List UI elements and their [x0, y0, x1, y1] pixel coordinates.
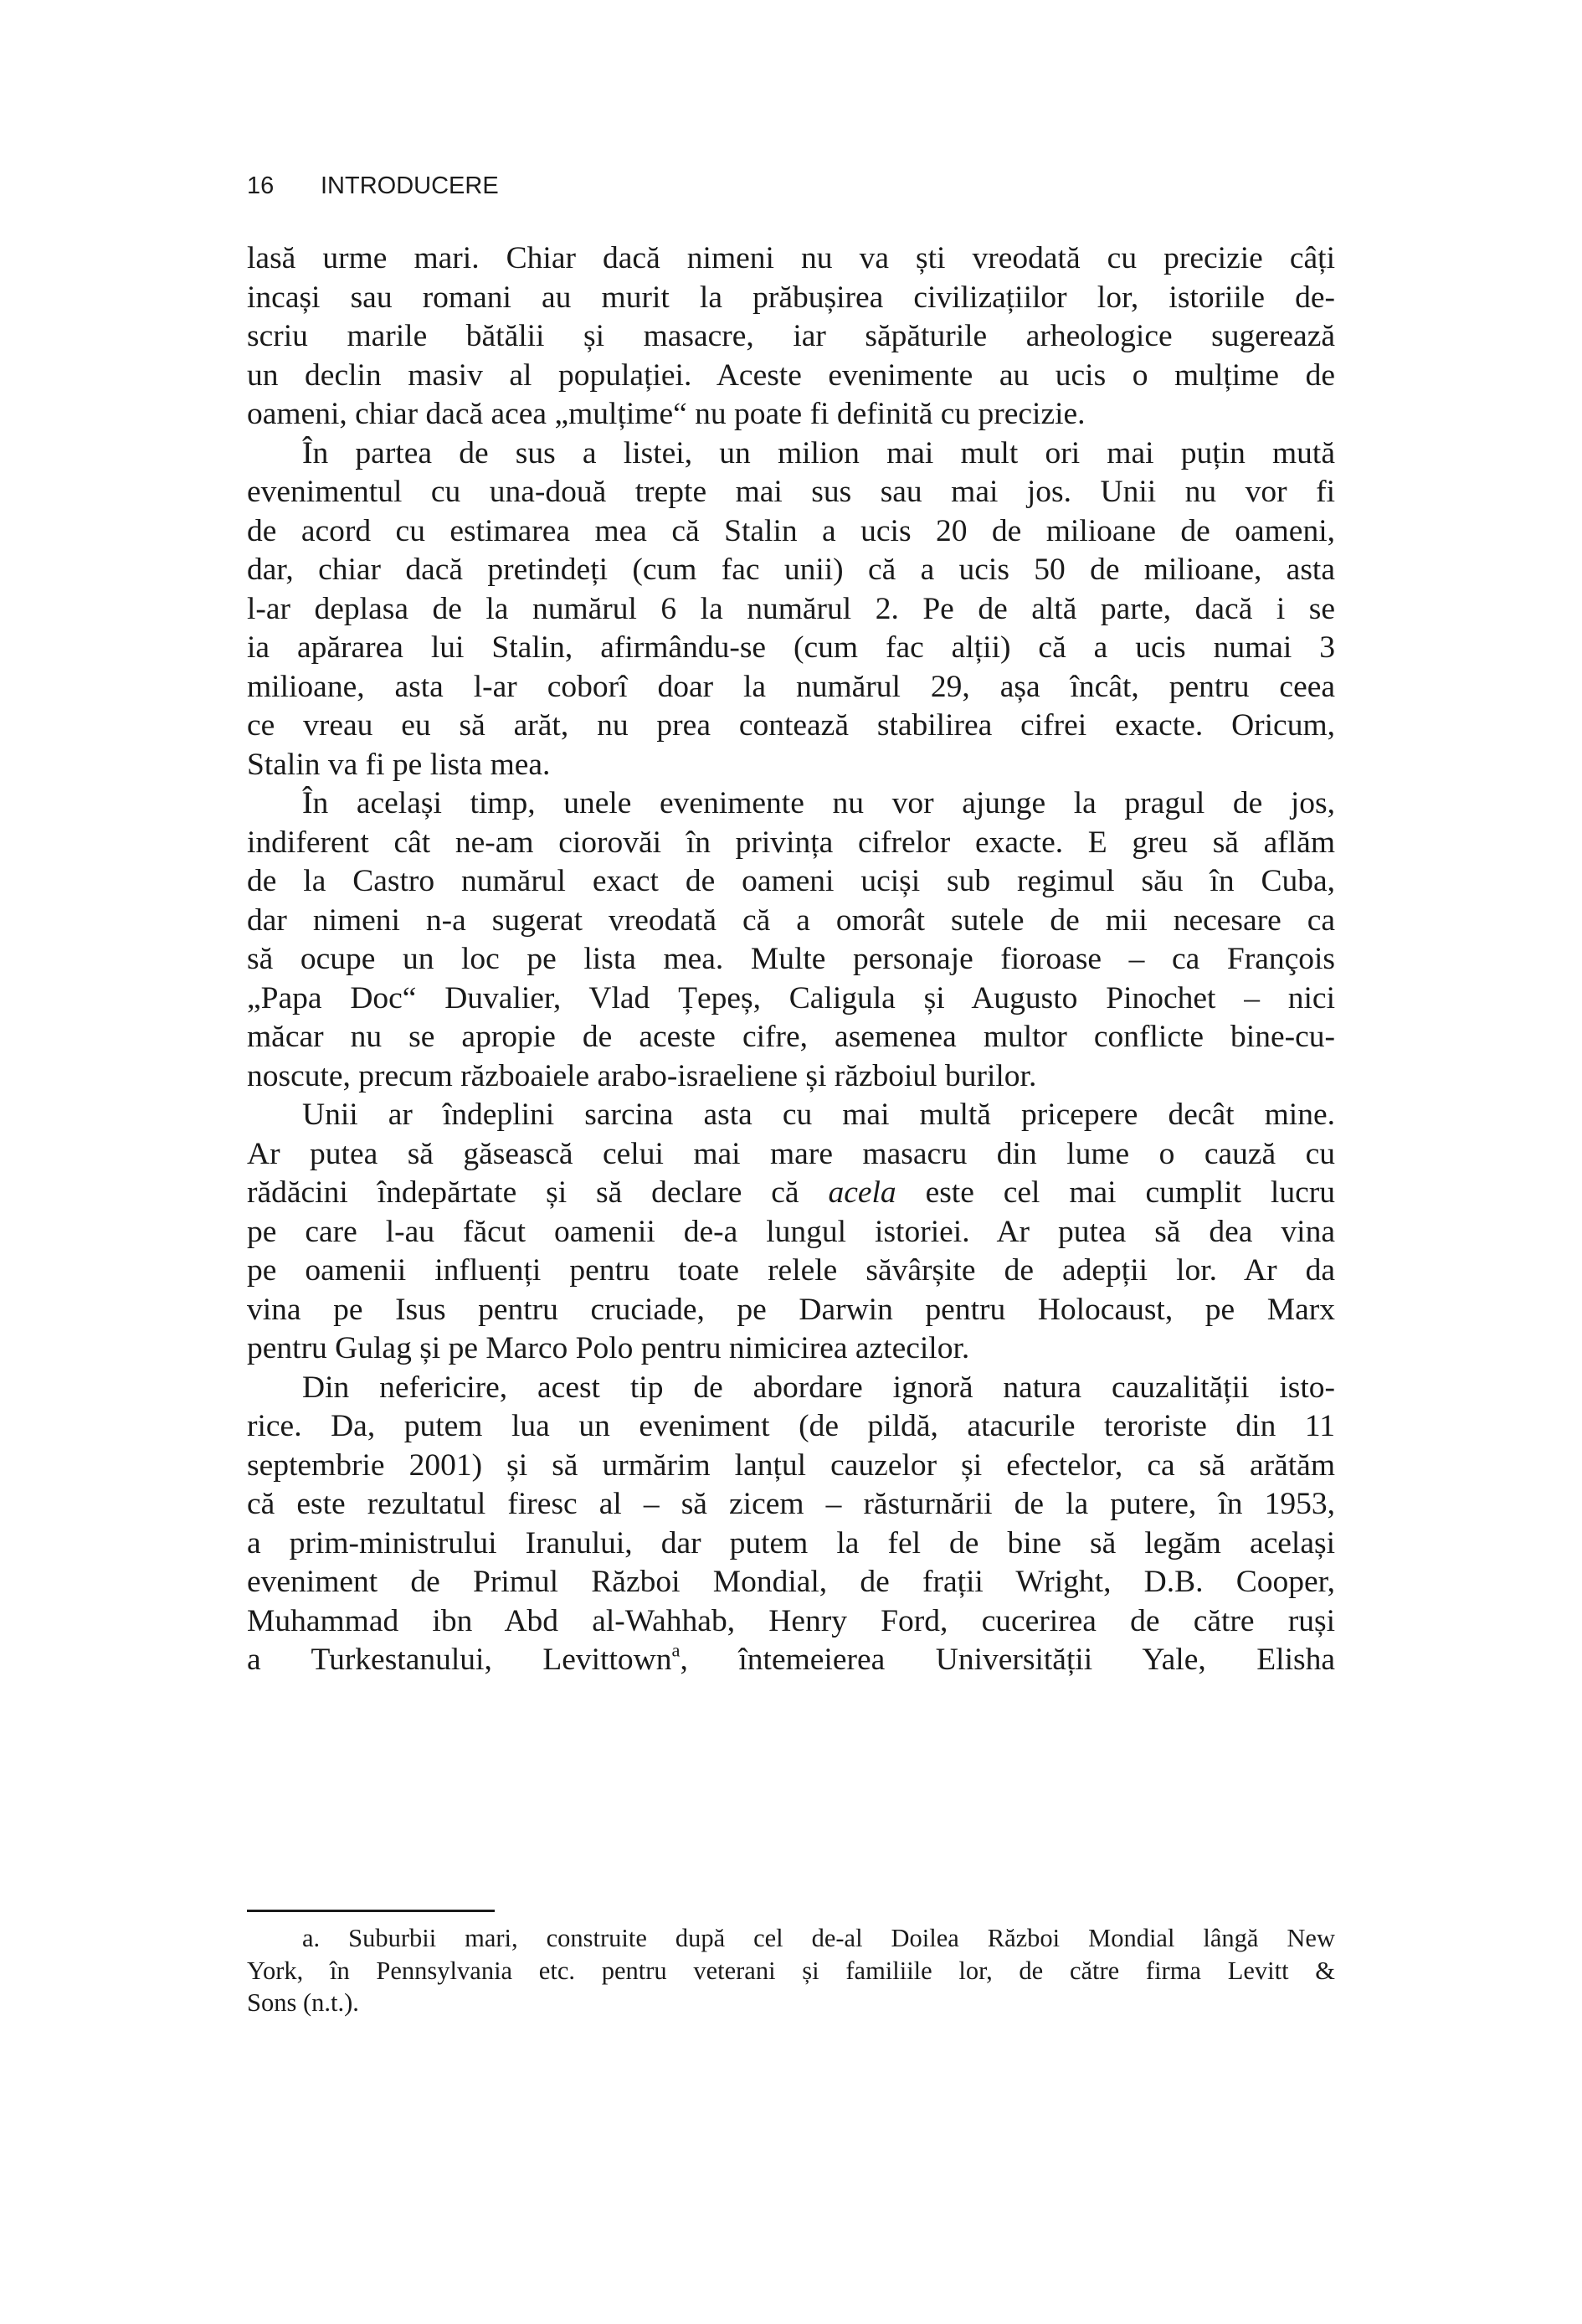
text-line: lasă urme mari. Chiar dacă nimeni nu va ști vreodată cu precizie câți: [247, 241, 1335, 275]
text-line: indiferent cât ne-am ciorovăi în privința cifrelor exacte. E greu să aflăm: [247, 825, 1335, 860]
page-number: 16: [247, 172, 275, 199]
text-line: rice. Da, putem lua un eveniment (de pildă, atacurile teroriste din 11: [247, 1409, 1335, 1443]
text-line: milioane, asta l-ar coborî doar la numărul 29, așa încât, pentru ceea: [247, 669, 1335, 704]
text-line: ce vreau eu să arăt, nu prea contează stabilirea cifrei exacte. Oricum,: [247, 708, 1335, 743]
paragraph: [247, 239, 1335, 434]
text-line: eveniment de Primul Război Mondial, de frații Wright, D.B. Cooper,: [247, 1565, 1335, 1599]
text-line: pe care l-au făcut oamenii de-a lungul istoriei. Ar putea să dea vina: [247, 1214, 1335, 1249]
text-line: a prim-ministrului Iranului, dar putem la fel de bine să legăm același: [247, 1525, 1335, 1560]
footnote-marker[interactable]: a: [671, 1639, 681, 1661]
text-line: că este rezultatul firesc al – să zicem – răsturnării de la putere, în 1953,: [247, 1487, 1335, 1521]
text-line: un declin masiv al populației. Aceste evenimente au ucis o mulțime de: [247, 357, 1335, 393]
emphasis: acela: [828, 1175, 896, 1210]
footnote-line: Sons (n.t.).: [247, 1988, 359, 2017]
text-line: vina pe Isus pentru cruciade, pe Darwin pentru Holocaust, pe Marx: [247, 1292, 1335, 1327]
footnote-line: York, în Pennsylvania etc. pentru veterani și familiile lor, de către firma Levitt &: [247, 1956, 1335, 1985]
text-line: incași sau romani au murit la prăbușirea civilizațiilor lor, istoriile de-: [247, 280, 1335, 315]
text-line: a Turkestanului, Levittown$^a$, întemeierea Universității Yale, Elisha: [247, 1639, 1335, 1677]
text-line: măcar nu se apropie de aceste cifre, asemenea multor conflicte bine-cu-: [247, 1020, 1335, 1054]
text-line: evenimentul cu una-două trepte mai sus sau mai jos. Unii nu vor fi: [247, 475, 1335, 509]
footnotes: [247, 1922, 1335, 2019]
footnote-line: a. Suburbii mari, construite după cel de-al Doilea Război Mondial lângă New: [302, 1924, 1335, 1952]
text-line: pentru Gulag și pe Marco Polo pentru nimicirea aztecilor.: [247, 1331, 970, 1365]
paragraph: [247, 1096, 1335, 1369]
section-title: INTRODUCERE: [321, 172, 499, 199]
text-line: În același timp, unele evenimente nu vor ajunge la pragul de jos,: [302, 786, 1335, 820]
text-line: scriu marile bătălii și masacre, iar săpăturile arheologice sugerează: [247, 319, 1335, 353]
text-line: „Papa Doc“ Duvalier, Vlad Țepeș, Caligula și Augusto Pinochet – nici: [247, 980, 1335, 1015]
paragraph: [247, 784, 1335, 1096]
text-line: de acord cu estimarea mea că Stalin a ucis 20 de milioane de oameni,: [247, 513, 1335, 548]
text-line: oameni, chiar dacă acea „mulțime“ nu poate fi definită cu precizie.: [247, 397, 1086, 431]
text-line: de la Castro numărul exact de oameni uciși sub regimul său în Cuba,: [247, 864, 1335, 898]
text-line: l-ar deplasa de la numărul 6 la numărul 2. Pe de altă parte, dacă i se: [247, 591, 1335, 626]
body-text: [247, 239, 1335, 1680]
text-line: Stalin va fi pe lista mea.: [247, 747, 551, 782]
text-line: ia apărarea lui Stalin, afirmându-se (cum fac alții) că a ucis numai 3: [247, 630, 1335, 665]
paragraph: [247, 434, 1335, 785]
footnote: [247, 1922, 1335, 2019]
text-line: În partea de sus a listei, un milion mai mult ori mai puțin mută: [302, 435, 1335, 470]
text-line: dar nimeni n-a sugerat vreodată că a omorât sutele de mii necesare ca: [247, 902, 1335, 938]
text-line: septembrie 2001) și să urmărim lanțul cauzelor și efectelor, ca să arătăm: [247, 1447, 1335, 1483]
text-line: să ocupe un loc pe lista mea. Multe personaje fioroase – ca François: [247, 942, 1335, 976]
text-line: dar, chiar dacă pretindeți (cum fac unii) că a ucis 50 de milioane, asta: [247, 553, 1335, 587]
running-head: [247, 172, 499, 200]
paragraph: [247, 1369, 1335, 1680]
footnote-separator: [247, 1910, 495, 1912]
text-line: Unii ar îndeplini sarcina asta cu mai multă pricepere decât mine.: [302, 1098, 1335, 1132]
text-line: Din nefericire, acest tip de abordare ignoră natura cauzalității isto-: [302, 1370, 1335, 1405]
text-line: Ar putea să găsească celui mai mare masacru din lume o cauză cu: [247, 1136, 1335, 1171]
text-line: rădăcini îndepărtate și să declare că acela este cel mai cumplit lucru: [247, 1175, 1335, 1210]
text-line: noscute, precum războaiele arabo-israeliene și războiul burilor.: [247, 1058, 1037, 1093]
text-line: pe oamenii influenți pentru toate relele săvârșite de adepții lor. Ar da: [247, 1253, 1335, 1288]
text-line: Muhammad ibn Abd al-Wahhab, Henry Ford, cucerirea de către ruși: [247, 1603, 1335, 1638]
